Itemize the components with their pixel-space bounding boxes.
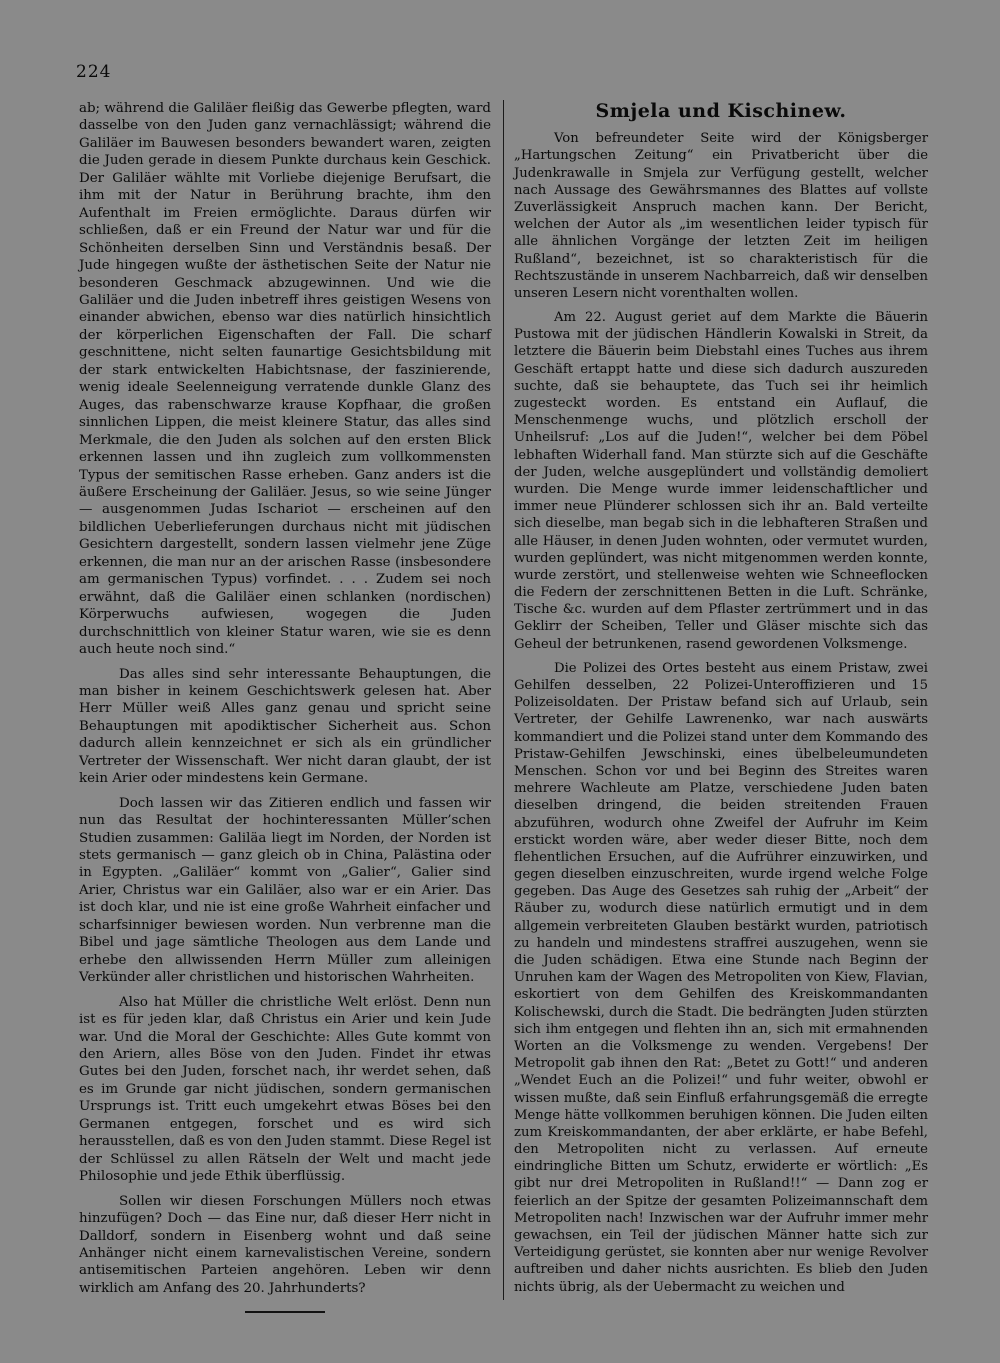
right-paragraph-1: Von befreundeter Seite wird der Königsberger „Hartungschen Zeitung“ ein Privatbericht über die Judenkrawalle in Smjela zur Verfügung gestellt, welcher nach Aussage des Gewährsmannes des Blattes auf vollste Zuverlässigkeit Anspruch machen kann. Der Bericht, welchen der Autor als „im wesentlichen leider typisch für alle ähnlichen Vorgänge der letzten Zeit im heiligen Rußland“, bezeichnet, ist so charakteristisch für die Rechtszustände in unserem Nachbarreich, daß wir denselben unseren Lesern nicht vorenthalten wollen. (514, 131, 928, 301)
left-paragraph-4: Also hat Müller die christliche Welt erlöst. Denn nun ist es für jeden klar, daß Christus ein Arier und kein Jude war. Und die Moral der Geschichte: Alles Gute kommt von den Ariern, alles Böse von den Juden. Findet ihr etwas Gutes bei den Juden, forschet nach, ihr werdet sehen, daß es im Grunde gar nicht jüdischen, sondern germanischen Ursprungs ist. Tritt euch umgekehrt etwas Böses bei den Germanen entgegen, forschet und es wird sich herausstellen, daß es von den Juden stammt. Diese Regel ist der Schlüssel zu allen Rätseln der Welt und macht jede Philosophie und jede Ethik überflüssig. (79, 994, 491, 1185)
left-paragraph-2: Das alles sind sehr interessante Behauptungen, die man bisher in keinem Geschichtswerk gelesen hat. Aber Herr Müller weiß Alles ganz genau und spricht seine Behauptungen mit apodiktischer Sicherheit aus. Schon dadurch allein kennzeichnet er sich als ein gründlicher Vertreter der Wissenschaft. Wer nicht daran glaubt, der ist kein Arier oder mindestens kein Germane. (79, 666, 491, 787)
end-rule (245, 1311, 325, 1313)
article-title: Smjela und Kischinew. (595, 100, 847, 122)
right-paragraph-3: Die Polizei des Ortes besteht aus einem Pristaw, zwei Gehilfen desselben, 22 Polizei-Unteroffizieren und 15 Polizeisoldaten. Der Pristaw befand sich auf Urlaub, sein Vertreter, der Gehilfe Lawrenenko, war nach auswärts kommandiert und die Polizei stand unter dem Kommando des Pristaw-Gehilfen Jewschinski, eines übelbeleumundeten Menschen. Schon vor und bei Beginn des Streites waren mehrere Wachleute am Platze, verschiedene Juden baten dieselben dringend, die beiden streitenden Frauen abzuführen, wodurch ohne Zweifel der Aufruhr im Keim erstickt worden wäre, aber weder dieser Bitte, noch dem flehentlichen Ersuchen, auf die Aufrührer einzuwirken, und gegen dieselben einzuschreiten, wurde irgend welche Folge gegeben. Das Auge des Gesetzes sah ruhig der „Arbeit“ der Räuber zu, wodurch diese natürlich ermutigt und in dem allgemein verbreiteten Glauben bestärkt wurden, patriotisch zu handeln und mindestens straffrei auszugehen, wenn sie die Juden schädigen. Etwa eine Stunde nach Beginn der Unruhen kam der Wagen des Metropoliten von Kiew, Flavian, eskortiert von dem Gehilfen des Kreiskommandanten Kolischewski, durch die Stadt. Die bedrängten Juden stürzten sich ihm entgegen und flehten ihn an, sich mit ermahnenden Worten an die Volksmenge zu wenden. Vergebens! Der Metropolit gab ihnen den Rat: „Betet zu Gott!“ und anderen „Wendet Euch an die Polizei!“ und fuhr weiter, obwohl er wissen mußte, daß sein Einfluß erfahrungsgemäß die erregte Menge hätte vollkommen beruhigen können. Die Juden eilten zum Kreiskommandanten, der aber erklärte, er habe Befehl, den Metropoliten nicht zu verlassen. Auf erneute eindringliche Bitten um Schutz, erwiderte er wörtlich: „Es gibt nur drei Metropoliten in Rußland!!“ — Dann zog er feierlich an der Spitze der gesamten Polizeimannschaft dem Metropoliten nach! Inzwischen war der Aufruhr immer mehr gewachsen, ein Teil der jüdischen Männer hatte sich zur Verteidigung gerüstet, sie konnten aber nur wenige Revolver auftreiben und daher nichts ausrichten. Es blieb den Juden nichts übrig, als der Uebermacht zu weichen und (514, 660, 928, 1295)
left-paragraph-1: ab; während die Galiläer fleißig das Gewerbe pflegten, ward dasselbe von den Juden ganz vernachlässigt; während die Galiläer im Bauwesen besonders bewandert waren, zeigten die Juden gerade in diesem Punkte durchaus kein Geschick. Der Galiläer wählte mit Vorliebe diejenige Berufsart, die ihm mit der Natur in Berührung brachte, ihm den Aufenthalt im Freien ermöglichte. Daraus dürfen wir schließen, daß er ein Freund der Natur war und für die Schönheiten derselben Sinn und Verständnis besaß. Der Jude hingegen wußte der ästhetischen Seite der Natur nie besonderen Geschmack abzugewinnen. Und wie die Galiläer und die Juden inbetreff ihres geistigen Wesens von einander abwichen, ebenso war dies natürlich hinsichtlich der körperlichen Eigenschaften der Fall. Die scharf geschnittene, nicht selten faunartige Gesichtsbildung mit der stark entwickelten Habichtsnase, der faszinierende, wenig ideale Seelenneigung verratende dunkle Glanz des Auges, das rabenschwarze krause Kopfhaar, die großen sinnlichen Lippen, die meist kleinere Statur, das alles sind Merkmale, die den Juden als solchen auf den ersten Blick erkennen lassen und ihn zugleich zum vollkommensten Typus der semitischen Rasse erheben. Ganz anders ist die äußere Erscheinung der Galiläer. Jesus, so wie seine Jünger — ausgenommen Judas Ischariot — erscheinen auf den bildlichen Ueberlieferungen durchaus nicht mit jüdischen Gesichtern dargestellt, sondern lassen vielmehr jene Züge erkennen, die man nur an der arischen Rasse (insbesondere am germanischen Typus) vorfindet. . . . Zudem sei noch erwähnt, daß die Galiläer einen schlanken (nordischen) Körperwuchs aufwiesen, wogegen die Juden durchschnittlich von kleiner Statur waren, wie sie es denn auch heute noch sind.“ (79, 101, 491, 658)
right-column (514, 100, 928, 1303)
left-paragraph-3: Doch lassen wir das Zitieren endlich und fassen wir nun das Resultat der hochinteressanten Müller’schen Studien zusammen: Galiläa liegt im Norden, der Norden ist stets germanisch — ganz gleich ob in China, Palästina oder in Egypten. „Galiläer“ kommt von „Galier“, Galier sind Arier, Christus war ein Galiläer, also war er ein Arier. Das ist doch klar, und nie ist eine große Wahrheit einfacher und scharfsinniger bewiesen worden. Nun verbrenne man die Bibel und jage sämtliche Theologen aus dem Lande und erhebe den allwissenden Herrn Müller zum alleinigen Verkünder aller christlichen und historischen Wahrheiten. (79, 795, 491, 986)
page-number: 224 (76, 62, 112, 82)
right-paragraph-2: Am 22. August geriet auf dem Markte die Bäuerin Pustowa mit der jüdischen Händlerin Kowalski in Streit, da letztere die Bäuerin beim Diebstahl eines Tuches aus ihrem Geschäft ertappt hatte und diese sich dadurch auszureden suchte, daß sie behauptete, das Tuch sei ihr heimlich zugesteckt worden. Es entstand ein Auflauf, die Menschenmenge wuchs, und plötzlich erscholl der Unheilsruf: „Los auf die Juden!“, welcher bei dem Pöbel lebhaften Widerhall fand. Man stürzte sich auf die Geschäfte der Juden, welche ausgeplündert und vollständig demoliert wurden. Die Menge wurde immer leidenschaftlicher und immer neue Plünderer schlossen sich ihr an. Bald verteilte sich dieselbe, man begab sich in die lebhafteren Straßen und alle Häuser, in denen Juden wohnten, oder vermutet wurden, wurden geplündert, was nicht mitgenommen werden konnte, wurde zerstört, und stellenweise wehten wie Schneeflocken die Federn der zerschnittenen Betten in die Luft. Schränke, Tische &c. wurden auf dem Pflaster zertrümmert und in das Geklirr der Scheiben, Teller und Gläser mischte sich das Geheul der betrunkenen, rasend gewordenen Volksmenge. (514, 310, 928, 652)
column-divider (503, 100, 504, 1300)
left-column (79, 100, 491, 1313)
left-paragraph-5: Sollen wir diesen Forschungen Müllers noch etwas hinzufügen? Doch — das Eine nur, daß dieser Herr nicht in Dalldorf, sondern in Eisenberg wohnt und daß seine Anhänger nicht einem karnevalistischen Vereine, sondern antisemitischen Parteien angehören. Leben wir denn wirklich am Anfang des 20. Jahrhunderts? (79, 1193, 491, 1296)
